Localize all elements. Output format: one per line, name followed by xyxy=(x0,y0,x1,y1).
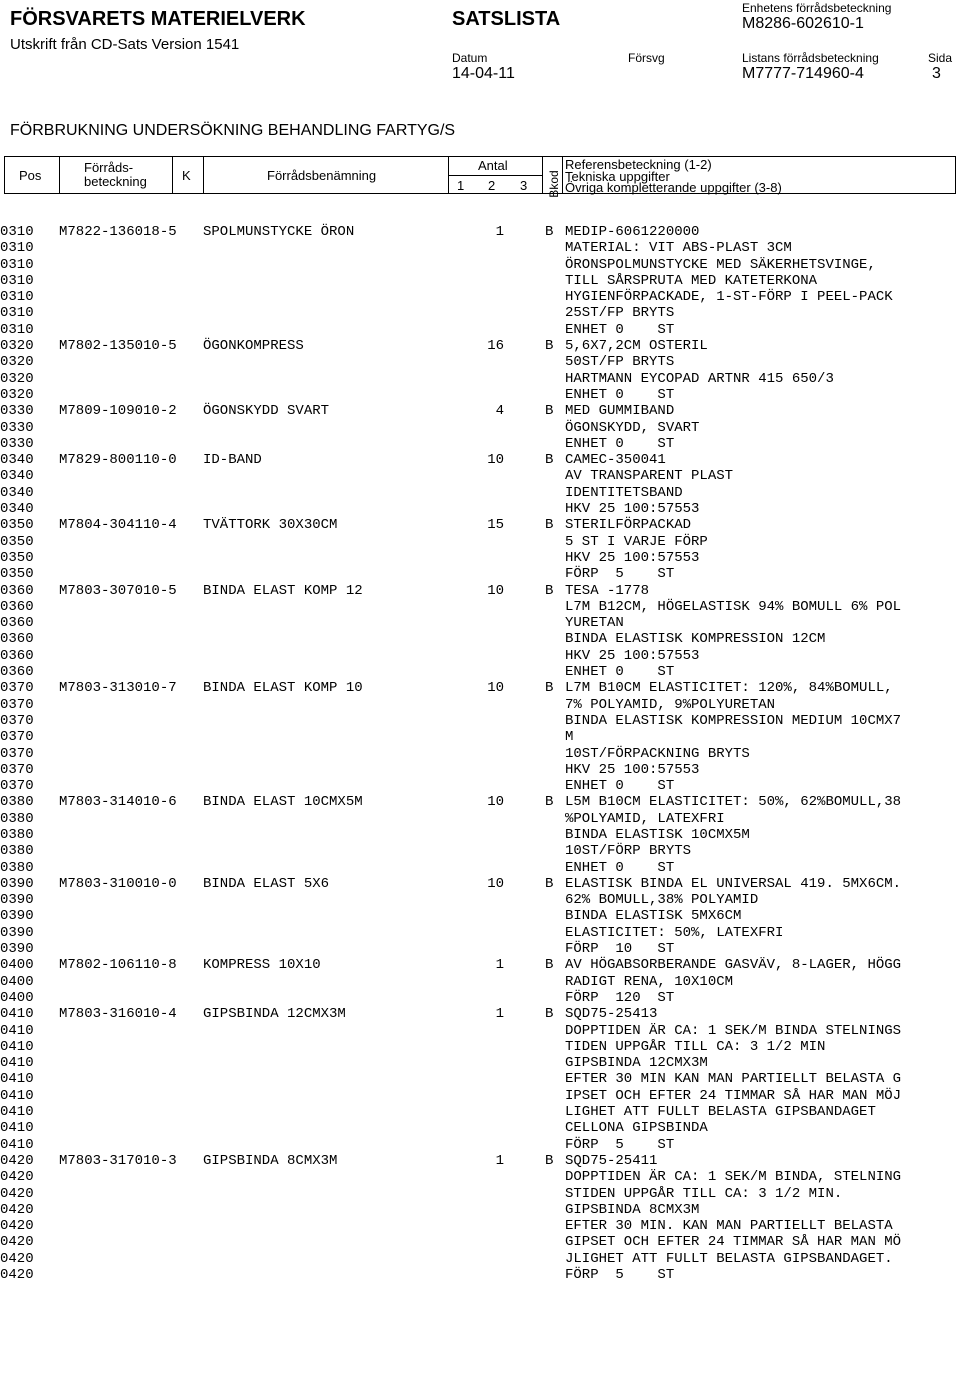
row-details: M xyxy=(565,729,574,746)
table-row xyxy=(0,403,960,419)
row-position: 0320 xyxy=(0,354,34,371)
table-row xyxy=(0,1251,960,1267)
table-row xyxy=(0,876,960,892)
col-benamning: Förrådsbenämning xyxy=(267,168,377,183)
row-position: 0350 xyxy=(0,533,34,550)
row-position: 0340 xyxy=(0,452,34,469)
row-details: SQD75-25413 xyxy=(565,1006,658,1023)
col-k: K xyxy=(182,168,191,183)
row-position: 0310 xyxy=(0,240,34,257)
row-details: L7M B10CM ELASTICITET: 120%, 84%BOMULL, xyxy=(565,680,893,697)
row-details: 10ST/FÖRP BRYTS xyxy=(565,843,692,860)
row-details: STIDEN UPPGÅR TILL CA: 3 1/2 MIN. xyxy=(565,1185,843,1202)
table-row xyxy=(0,1088,960,1104)
row-bkod: B xyxy=(545,403,554,420)
row-details: HARTMANN EYCOPAD ARTNR 415 650/3 xyxy=(565,370,834,387)
row-bkod: B xyxy=(545,517,554,534)
row-details: ENHET 0 ST xyxy=(565,859,675,876)
table-row xyxy=(0,990,960,1006)
row-details: ÖGONSKYDD, SVART xyxy=(565,419,700,436)
row-details: ENHET 0 ST xyxy=(565,435,675,452)
row-details: ENHET 0 ST xyxy=(565,386,675,403)
row-item-name: GIPSBINDA 12CMX3M xyxy=(203,1006,346,1023)
row-details: FÖRP 120 ST xyxy=(565,989,675,1006)
table-row xyxy=(0,713,960,729)
row-bkod: B xyxy=(545,338,554,355)
row-details: HKV 25 100:57553 xyxy=(565,761,700,778)
row-details: IPSET OCH EFTER 24 TIMMAR SÅ HAR MAN MÖJ xyxy=(565,1087,902,1104)
row-position: 0410 xyxy=(0,1006,34,1023)
row-position: 0410 xyxy=(0,1087,34,1104)
row-quantity: 1 xyxy=(495,957,504,974)
table-row xyxy=(0,1006,960,1022)
row-bkod: B xyxy=(545,875,554,892)
table-row xyxy=(0,338,960,354)
row-details: AV HÖGABSORBERANDE GASVÄV, 8-LAGER, HÖGG xyxy=(565,957,902,974)
row-item-name: ID-BAND xyxy=(203,452,262,469)
row-details: FÖRP 5 ST xyxy=(565,1267,675,1283)
table-row xyxy=(0,224,960,240)
row-details: ENHET 0 ST xyxy=(565,664,675,681)
row-position: 0340 xyxy=(0,484,34,501)
row-bkod: B xyxy=(545,224,554,240)
row-details: MED GUMMIBAND xyxy=(565,403,675,420)
col-pos: Pos xyxy=(19,168,42,183)
row-position: 0340 xyxy=(0,468,34,485)
table-row xyxy=(0,1169,960,1185)
row-details: L7M B12CM, HÖGELASTISK 94% BOMULL 6% POL xyxy=(565,598,902,615)
row-details: BINDA ELASTISK 5MX6CM xyxy=(565,908,742,925)
row-item-name: ÖGONKOMPRESS xyxy=(203,338,304,355)
forsvg-label: Försvg xyxy=(628,51,665,65)
date-label: Datum xyxy=(452,51,488,65)
table-row xyxy=(0,371,960,387)
row-position: 0420 xyxy=(0,1185,34,1202)
row-position: 0410 xyxy=(0,1136,34,1153)
row-details: TESA -1778 xyxy=(565,582,650,599)
organization-title: FÖRSVARETS MATERIELVERK xyxy=(10,8,306,30)
row-item-name: TVÄTTORK 30X30CM xyxy=(203,517,338,534)
row-item-code: M7804-304110-4 xyxy=(59,517,177,534)
table-row xyxy=(0,827,960,843)
table-row xyxy=(0,908,960,924)
row-position: 0310 xyxy=(0,224,34,240)
row-position: 0400 xyxy=(0,973,34,990)
document-title: SATSLISTA xyxy=(452,8,561,30)
table-row xyxy=(0,273,960,289)
row-position: 0310 xyxy=(0,256,34,273)
row-position: 0360 xyxy=(0,598,34,615)
table-row xyxy=(0,387,960,403)
table-row xyxy=(0,583,960,599)
row-bkod: B xyxy=(545,680,554,697)
row-quantity: 1 xyxy=(495,224,504,240)
row-details: BINDA ELASTISK KOMPRESSION MEDIUM 10CMX7 xyxy=(565,712,902,729)
row-details: STERILFÖRPACKAD xyxy=(565,517,692,534)
col-antal: Antal xyxy=(478,158,508,173)
row-details: DOPPTIDEN ÄR CA: 1 SEK/M BINDA, STELNING xyxy=(565,1169,902,1186)
section-title: FÖRBRUKNING UNDERSÖKNING BEHANDLING FARTYG/S xyxy=(10,122,456,139)
row-details: EFTER 30 MIN. KAN MAN PARTIELLT BELASTA xyxy=(565,1218,893,1235)
row-position: 0410 xyxy=(0,1055,34,1072)
table-row xyxy=(0,485,960,501)
row-position: 0320 xyxy=(0,370,34,387)
row-quantity: 4 xyxy=(495,403,504,420)
row-bkod: B xyxy=(545,794,554,811)
row-details: FÖRP 5 ST xyxy=(565,566,675,583)
row-details: ENHET 0 ST xyxy=(565,778,675,795)
column-header xyxy=(4,156,956,198)
row-position: 0410 xyxy=(0,1038,34,1055)
row-details: HKV 25 100:57553 xyxy=(565,647,700,664)
table-row xyxy=(0,892,960,908)
row-position: 0310 xyxy=(0,321,34,338)
row-position: 0370 xyxy=(0,696,34,713)
table-row xyxy=(0,631,960,647)
table-row xyxy=(0,1218,960,1234)
row-details: CELLONA GIPSBINDA xyxy=(565,1120,708,1137)
list-label: Listans förrådsbeteckning xyxy=(742,51,879,65)
row-position: 0360 xyxy=(0,664,34,681)
row-details: EFTER 30 MIN KAN MAN PARTIELLT BELASTA G xyxy=(565,1071,902,1088)
row-position: 0360 xyxy=(0,582,34,599)
row-position: 0380 xyxy=(0,843,34,860)
row-details: TIDEN UPPGÅR TILL CA: 3 1/2 MIN xyxy=(565,1038,826,1055)
row-position: 0390 xyxy=(0,941,34,958)
table-row xyxy=(0,1137,960,1153)
row-details: 10ST/FÖRPACKNING BRYTS xyxy=(565,745,750,762)
row-details: MATERIAL: VIT ABS-PLAST 3CM xyxy=(565,240,792,257)
row-position: 0420 xyxy=(0,1152,34,1169)
row-position: 0370 xyxy=(0,680,34,697)
row-position: 0360 xyxy=(0,615,34,632)
page-label: Sida xyxy=(928,51,953,65)
row-details: SQD75-25411 xyxy=(565,1152,658,1169)
table-row xyxy=(0,860,960,876)
row-details: RADIGT RENA, 10X10CM xyxy=(565,973,734,990)
table-row xyxy=(0,468,960,484)
table-row xyxy=(0,1120,960,1136)
table-row xyxy=(0,778,960,794)
table-row xyxy=(0,550,960,566)
row-position: 0380 xyxy=(0,859,34,876)
row-position: 0370 xyxy=(0,745,34,762)
table-row xyxy=(0,1055,960,1071)
row-details: ÖRONSPOLMUNSTYCKE MED SÄKERHETSVINGE, xyxy=(565,256,876,273)
row-quantity: 15 xyxy=(487,517,504,534)
row-details: AV TRANSPARENT PLAST xyxy=(565,468,734,485)
row-item-code: M7809-109010-2 xyxy=(59,403,177,420)
row-item-name: KOMPRESS 10X10 xyxy=(203,957,321,974)
row-bkod: B xyxy=(545,1152,554,1169)
row-details: 50ST/FP BRYTS xyxy=(565,354,675,371)
row-position: 0340 xyxy=(0,501,34,518)
row-bkod: B xyxy=(545,1006,554,1023)
row-item-name: ÖGONSKYDD SVART xyxy=(203,403,330,420)
row-position: 0320 xyxy=(0,386,34,403)
row-position: 0420 xyxy=(0,1250,34,1267)
row-item-code: M7803-317010-3 xyxy=(59,1152,177,1169)
row-position: 0380 xyxy=(0,826,34,843)
row-details: TILL SÅRSPRUTA MED KATETERKONA xyxy=(565,272,818,289)
row-position: 0320 xyxy=(0,338,34,355)
row-item-code: M7802-135010-5 xyxy=(59,338,177,355)
row-details: YURETAN xyxy=(565,615,624,632)
item-list xyxy=(0,224,960,1283)
row-quantity: 10 xyxy=(487,452,504,469)
row-details: HKV 25 100:57553 xyxy=(565,549,700,566)
table-row xyxy=(0,1104,960,1120)
row-position: 0370 xyxy=(0,761,34,778)
row-quantity: 16 xyxy=(487,338,504,355)
table-row xyxy=(0,1039,960,1055)
row-position: 0390 xyxy=(0,924,34,941)
table-row xyxy=(0,534,960,550)
row-item-code: M7829-800110-0 xyxy=(59,452,177,469)
row-quantity: 10 xyxy=(487,794,504,811)
table-row xyxy=(0,941,960,957)
row-position: 0350 xyxy=(0,566,34,583)
table-row xyxy=(0,925,960,941)
row-position: 0330 xyxy=(0,435,34,452)
row-item-code: M7803-310010-0 xyxy=(59,875,177,892)
row-position: 0420 xyxy=(0,1218,34,1235)
row-details: FÖRP 10 ST xyxy=(565,941,675,958)
row-quantity: 1 xyxy=(495,1152,504,1169)
row-item-code: M7803-307010-5 xyxy=(59,582,177,599)
row-position: 0330 xyxy=(0,419,34,436)
row-position: 0310 xyxy=(0,289,34,306)
table-row xyxy=(0,1186,960,1202)
row-position: 0420 xyxy=(0,1234,34,1251)
row-position: 0350 xyxy=(0,517,34,534)
col-ref-line2: Tekniska uppgifter xyxy=(565,169,670,184)
table-row xyxy=(0,843,960,859)
row-item-code: M7803-313010-7 xyxy=(59,680,177,697)
table-row xyxy=(0,305,960,321)
row-details: IDENTITETSBAND xyxy=(565,484,683,501)
row-details: 5 ST I VARJE FÖRP xyxy=(565,533,708,550)
table-row xyxy=(0,762,960,778)
col-antal-1: 1 xyxy=(457,178,465,193)
row-position: 0360 xyxy=(0,647,34,664)
table-row xyxy=(0,240,960,256)
col-antal-2: 2 xyxy=(488,178,496,193)
date-value: 14-04-11 xyxy=(452,65,515,82)
row-details: ELASTISK BINDA EL UNIVERSAL 419. 5MX6CM. xyxy=(565,875,902,892)
table-row xyxy=(0,517,960,533)
table-row xyxy=(0,664,960,680)
table-row xyxy=(0,354,960,370)
row-item-name: BINDA ELAST 10CMX5M xyxy=(203,794,363,811)
row-item-name: BINDA ELAST KOMP 12 xyxy=(203,582,363,599)
row-item-name: BINDA ELAST KOMP 10 xyxy=(203,680,363,697)
row-details: BINDA ELASTISK 10CMX5M xyxy=(565,826,750,843)
list-value: M7777-714960-4 xyxy=(742,65,864,82)
row-item-code: M7822-136018-5 xyxy=(59,224,177,240)
print-subtitle: Utskrift från CD-Sats Version 1541 xyxy=(10,36,240,53)
row-position: 0390 xyxy=(0,875,34,892)
row-quantity: 1 xyxy=(495,1006,504,1023)
row-position: 0400 xyxy=(0,957,34,974)
table-row xyxy=(0,697,960,713)
table-row xyxy=(0,648,960,664)
row-position: 0370 xyxy=(0,778,34,795)
row-position: 0410 xyxy=(0,1071,34,1088)
row-position: 0410 xyxy=(0,1104,34,1121)
row-quantity: 10 xyxy=(487,875,504,892)
table-row xyxy=(0,811,960,827)
row-details: %POLYAMID, LATEXFRI xyxy=(565,810,725,827)
row-position: 0390 xyxy=(0,892,34,909)
row-details: L5M B10CM ELASTICITET: 50%, 62%BOMULL,38 xyxy=(565,794,902,811)
row-position: 0380 xyxy=(0,810,34,827)
row-position: 0360 xyxy=(0,631,34,648)
table-row xyxy=(0,257,960,273)
unit-value: M8286-602610-1 xyxy=(742,15,864,32)
row-position: 0310 xyxy=(0,272,34,289)
row-details: GIPSBINDA 12CMX3M xyxy=(565,1055,708,1072)
row-details: JLIGHET ATT FULLT BELASTA GIPSBANDAGET. xyxy=(565,1250,893,1267)
row-position: 0380 xyxy=(0,794,34,811)
table-row xyxy=(0,746,960,762)
table-row xyxy=(0,420,960,436)
table-row xyxy=(0,322,960,338)
row-details: FÖRP 5 ST xyxy=(565,1136,675,1153)
row-position: 0420 xyxy=(0,1267,34,1283)
row-bkod: B xyxy=(545,957,554,974)
table-row xyxy=(0,729,960,745)
row-details: MEDIP-6061220000 xyxy=(565,224,700,240)
col-ref-line3: Övriga kompletterande uppgifter (3-8) xyxy=(565,180,782,195)
row-position: 0420 xyxy=(0,1201,34,1218)
row-position: 0410 xyxy=(0,1022,34,1039)
col-forrad-line2: beteckning xyxy=(84,174,147,189)
col-ref-line1: Referensbeteckning (1-2) xyxy=(565,157,712,172)
table-row xyxy=(0,615,960,631)
table-row xyxy=(0,974,960,990)
row-details: HKV 25 100:57553 xyxy=(565,501,700,518)
table-row xyxy=(0,289,960,305)
row-details: 5,6X7,2CM OSTERIL xyxy=(565,338,708,355)
row-item-name: BINDA ELAST 5X6 xyxy=(203,875,330,892)
table-row xyxy=(0,1234,960,1250)
row-item-code: M7802-106110-8 xyxy=(59,957,177,974)
row-details: 62% BOMULL,38% POLYAMID xyxy=(565,892,759,909)
row-item-name: GIPSBINDA 8CMX3M xyxy=(203,1152,338,1169)
row-position: 0390 xyxy=(0,908,34,925)
table-row xyxy=(0,1071,960,1087)
page-number: 3 xyxy=(932,65,941,82)
table-row xyxy=(0,1267,960,1283)
col-forrad-line1: Förråds- xyxy=(84,160,134,175)
row-bkod: B xyxy=(545,582,554,599)
table-row xyxy=(0,452,960,468)
row-quantity: 10 xyxy=(487,582,504,599)
row-details: HYGIENFÖRPACKADE, 1-ST-FÖRP I PEEL-PACK xyxy=(565,289,893,306)
row-bkod: B xyxy=(545,452,554,469)
row-position: 0370 xyxy=(0,712,34,729)
col-bkod: Bkod xyxy=(547,170,561,198)
row-position: 0350 xyxy=(0,549,34,566)
row-details: LIGHET ATT FULLT BELASTA GIPSBANDAGET xyxy=(565,1104,876,1121)
table-row xyxy=(0,566,960,582)
row-details: 25ST/FP BRYTS xyxy=(565,305,675,322)
table-row xyxy=(0,1023,960,1039)
table-row xyxy=(0,680,960,696)
row-item-code: M7803-316010-4 xyxy=(59,1006,177,1023)
row-item-name: SPOLMUNSTYCKE ÖRON xyxy=(203,224,355,240)
row-details: CAMEC-350041 xyxy=(565,452,666,469)
row-quantity: 10 xyxy=(487,680,504,697)
row-details: GIPSBINDA 8CMX3M xyxy=(565,1201,700,1218)
table-row xyxy=(0,1202,960,1218)
row-item-code: M7803-314010-6 xyxy=(59,794,177,811)
table-row xyxy=(0,957,960,973)
row-details: BINDA ELASTISK KOMPRESSION 12CM xyxy=(565,631,826,648)
row-position: 0330 xyxy=(0,403,34,420)
table-row xyxy=(0,599,960,615)
row-position: 0420 xyxy=(0,1169,34,1186)
unit-label: Enhetens förrådsbeteckning xyxy=(742,1,892,15)
col-antal-3: 3 xyxy=(520,178,528,193)
row-position: 0410 xyxy=(0,1120,34,1137)
row-details: GIPSET OCH EFTER 24 TIMMAR SÅ HAR MAN MÖ xyxy=(565,1234,902,1251)
row-position: 0370 xyxy=(0,729,34,746)
table-row xyxy=(0,1153,960,1169)
row-position: 0400 xyxy=(0,989,34,1006)
table-row xyxy=(0,436,960,452)
table-row xyxy=(0,501,960,517)
row-details: DOPPTIDEN ÄR CA: 1 SEK/M BINDA STELNINGS xyxy=(565,1022,902,1039)
row-details: 7% POLYAMID, 9%POLYURETAN xyxy=(565,696,776,713)
row-details: ELASTICITET: 50%, LATEXFRI xyxy=(565,924,784,941)
table-row xyxy=(0,794,960,810)
row-position: 0310 xyxy=(0,305,34,322)
row-details: ENHET 0 ST xyxy=(565,321,675,338)
